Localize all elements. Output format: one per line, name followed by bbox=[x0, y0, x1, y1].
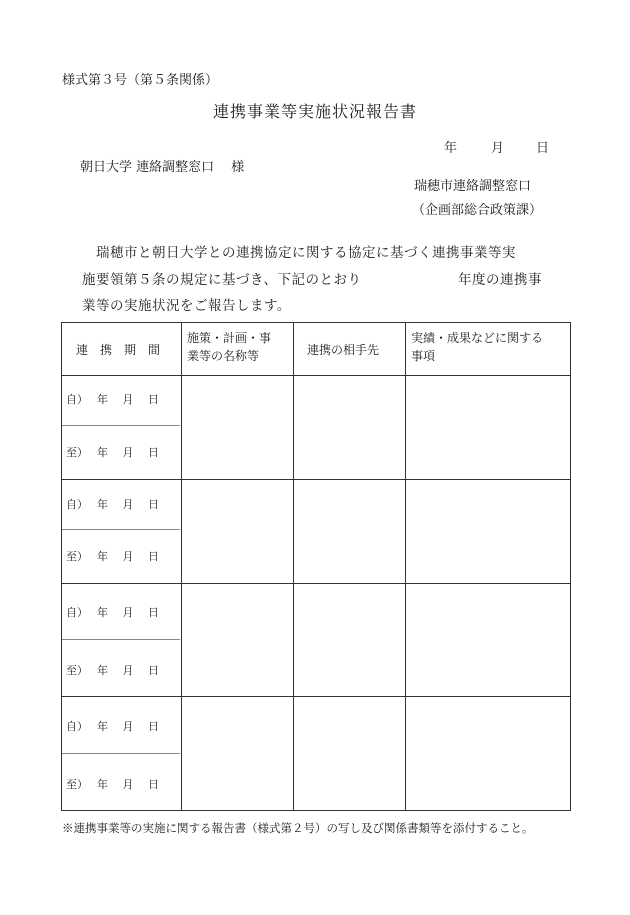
row-divider bbox=[62, 583, 570, 584]
period-from: 自） 年 月 日 bbox=[66, 498, 159, 511]
body-line-2: 施要領第５条の規定に基づき、下記のとおり bbox=[82, 272, 362, 288]
header-policy-line1: 施策・計画・事 bbox=[187, 331, 272, 345]
status-table bbox=[61, 322, 571, 811]
row-divider bbox=[62, 479, 570, 480]
addressee: 朝日大学 連絡調整窓口 様 bbox=[80, 160, 245, 175]
sender-name: 瑞穂市連絡調整窓口 bbox=[414, 179, 532, 194]
header-results-line1: 実績・成果などに関する bbox=[411, 331, 544, 345]
document-title: 連携事業等実施状況報告書 bbox=[212, 102, 417, 121]
date-month-label: 月 bbox=[491, 141, 505, 156]
period-to: 至） 年 月 日 bbox=[66, 778, 159, 791]
body-line-3: 業等の実施状況をご報告します。 bbox=[82, 298, 291, 314]
period-to: 至） 年 月 日 bbox=[66, 550, 159, 563]
row-divider bbox=[62, 696, 570, 697]
date-day-label: 日 bbox=[536, 141, 550, 156]
header-results bbox=[411, 329, 543, 365]
period-from: 自） 年 月 日 bbox=[66, 606, 159, 619]
period-from: 自） 年 月 日 bbox=[66, 720, 159, 733]
body-fiscal-year: 年度の連携事 bbox=[458, 272, 542, 288]
period-to: 至） 年 月 日 bbox=[66, 664, 159, 677]
header-policy-line2: 業等の名称等 bbox=[187, 349, 260, 363]
date-year-label: 年 bbox=[444, 141, 458, 156]
sender-department: （企画部総合政策課） bbox=[412, 203, 543, 218]
header-partner: 連携の相手先 bbox=[307, 343, 380, 357]
column-divider bbox=[405, 323, 406, 810]
header-period: 連 携 期 間 bbox=[76, 343, 161, 357]
column-divider bbox=[181, 323, 182, 810]
period-split bbox=[62, 639, 180, 640]
header-results-line2: 事項 bbox=[411, 349, 436, 363]
header-policy bbox=[187, 329, 271, 365]
form-number: 様式第３号（第５条関係） bbox=[62, 73, 219, 88]
footnote: ※連携事業等の実施に関する報告書（様式第２号）の写し及び関係書類等を添付すること。 bbox=[62, 821, 534, 835]
period-split bbox=[62, 425, 180, 426]
period-split bbox=[62, 529, 180, 530]
period-to: 至） 年 月 日 bbox=[66, 446, 159, 459]
period-from: 自） 年 月 日 bbox=[66, 393, 159, 406]
period-split bbox=[62, 753, 180, 754]
header-divider bbox=[62, 375, 570, 376]
column-divider bbox=[293, 323, 294, 810]
body-line-1: 瑞穂市と朝日大学との連携協定に関する協定に基づく連携事業等実 bbox=[96, 245, 516, 261]
